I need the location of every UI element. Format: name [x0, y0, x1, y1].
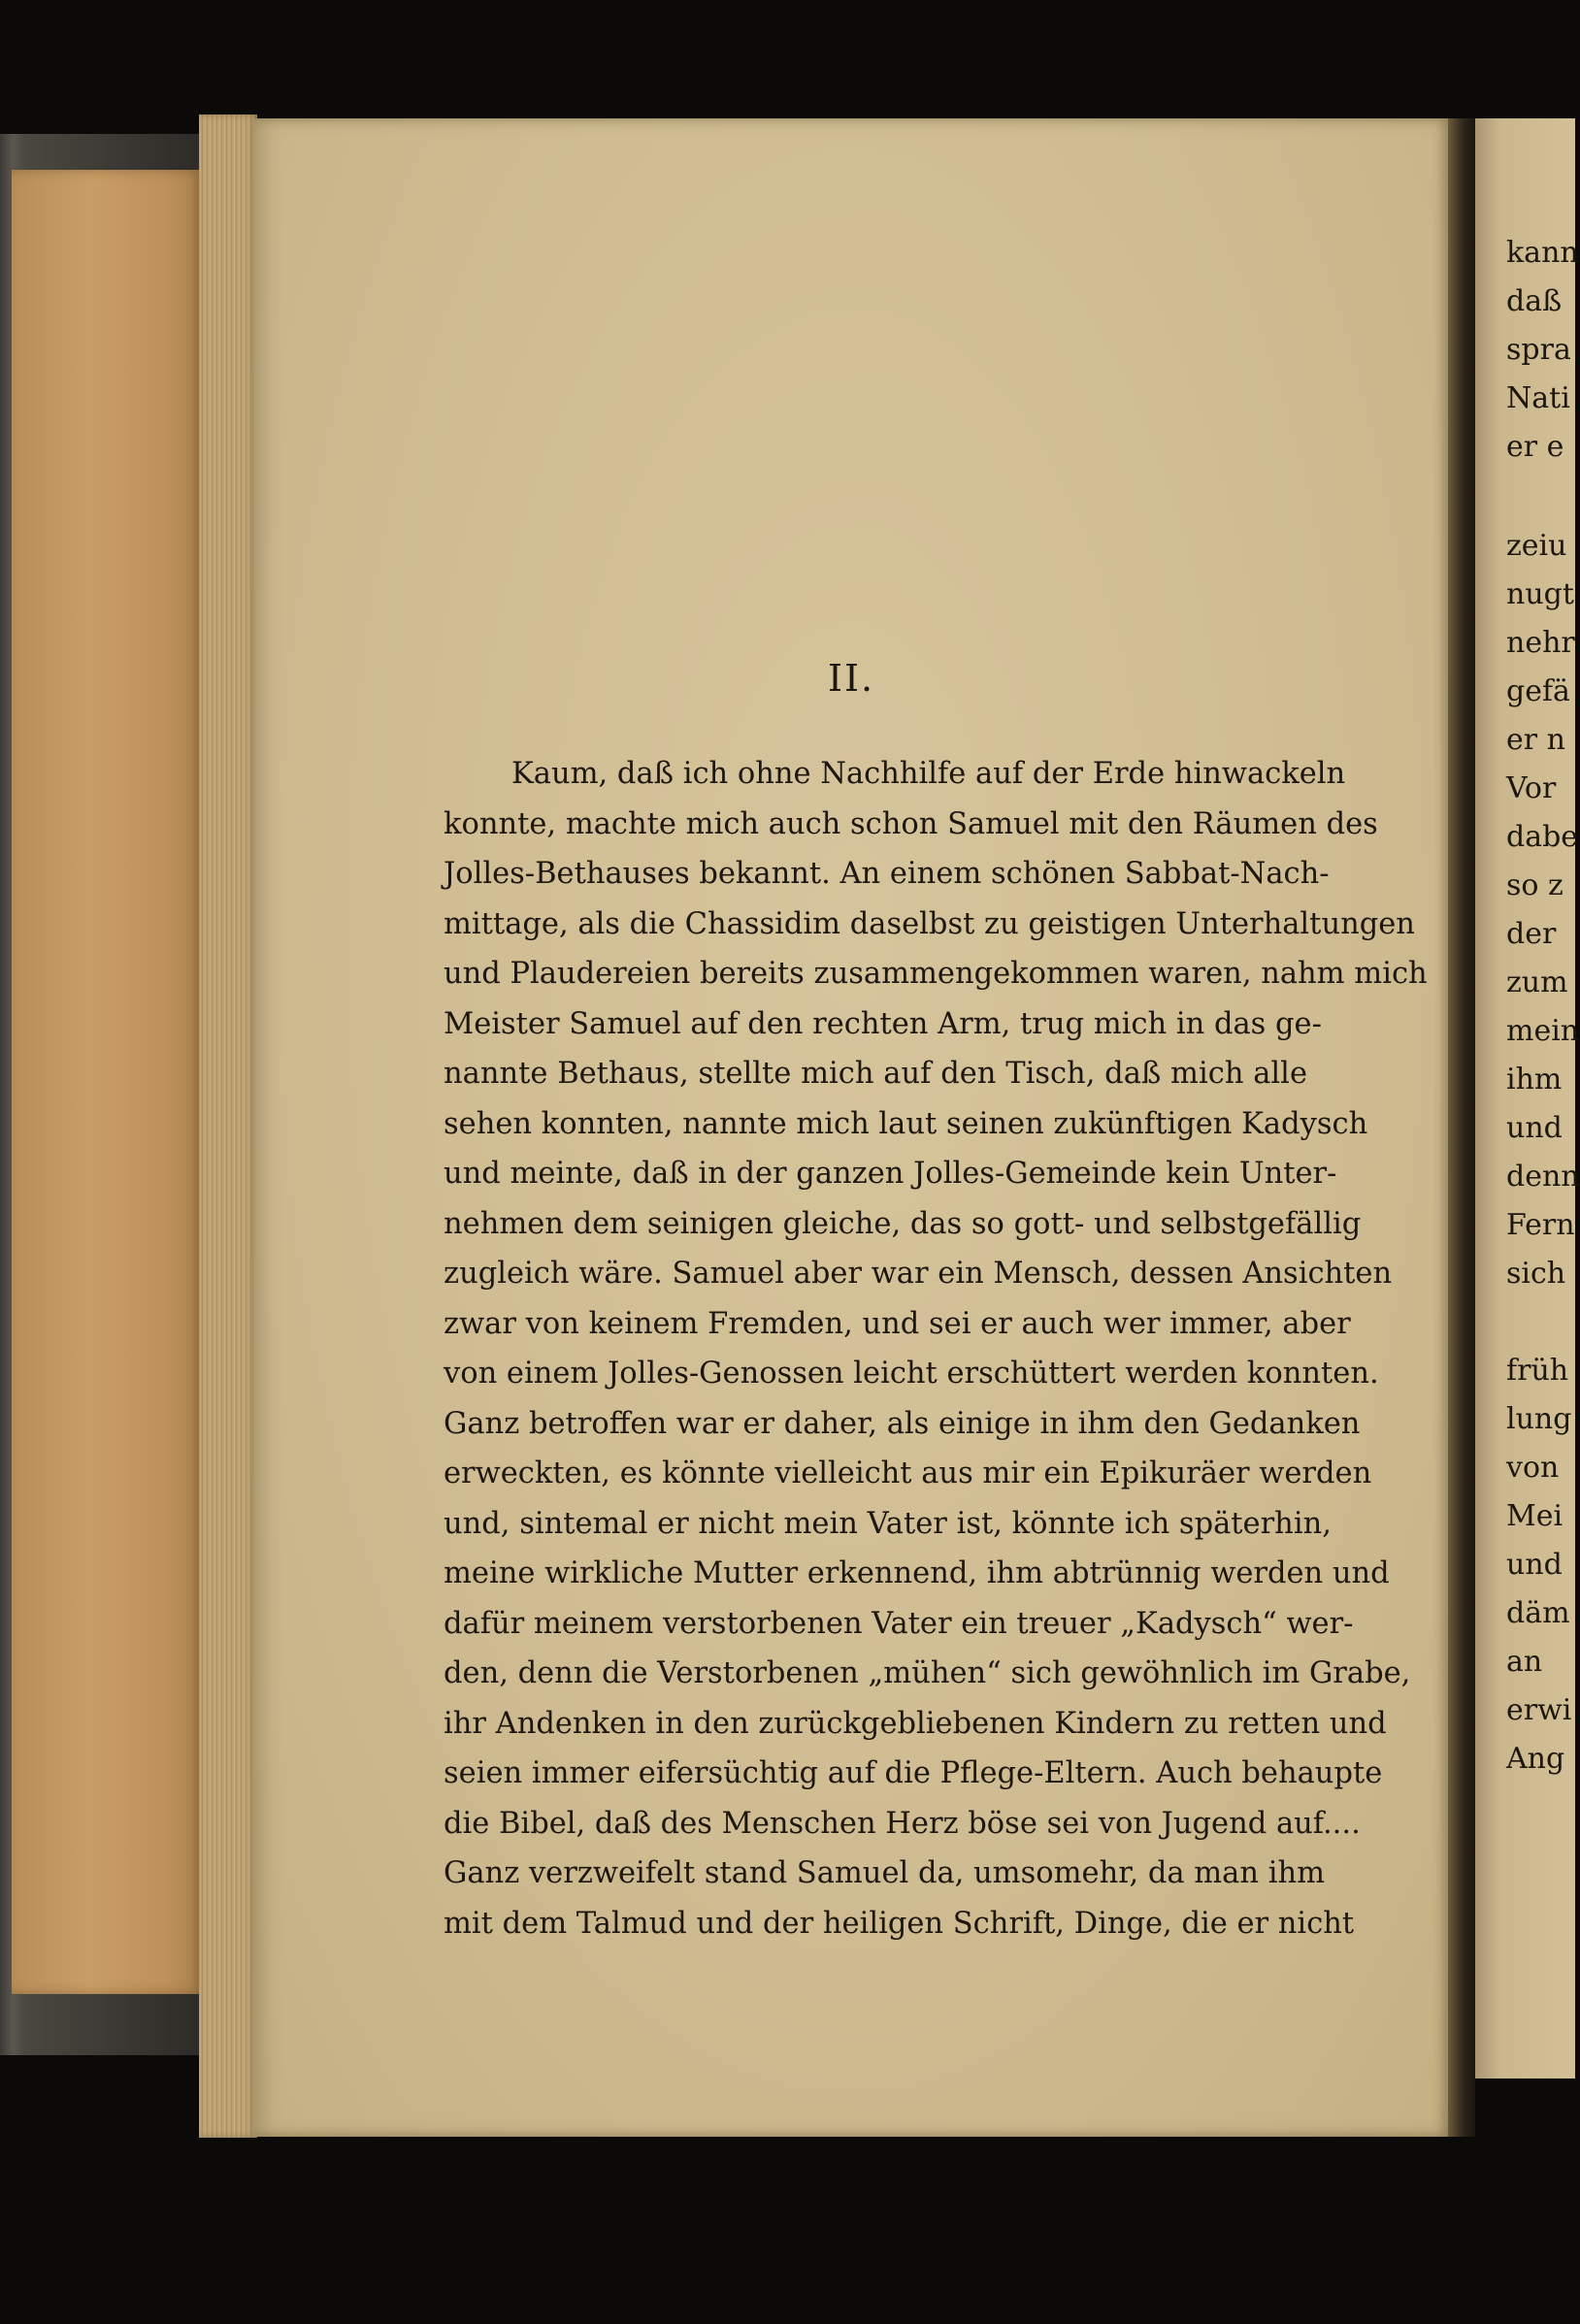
facing-page-fragment — [1475, 118, 1580, 2079]
facing-page-line: der — [1506, 917, 1557, 951]
facing-page-line: däm — [1506, 1596, 1570, 1630]
text-line: seien immer eifersüchtig auf die Pflege-Eltern. Auch behaupte — [444, 1756, 1383, 1790]
text-line: den, denn die Verstorbenen „mühen“ sich gewöhnlich im Grabe, — [444, 1656, 1411, 1690]
facing-page-line: Nati — [1506, 381, 1570, 415]
facing-page-line: Vor — [1506, 771, 1557, 805]
book-page — [254, 118, 1448, 2137]
text-line: zugleich wäre. Samuel aber war ein Mensch, dessen Ansichten — [444, 1257, 1393, 1291]
facing-page-line: lung — [1506, 1402, 1572, 1436]
book-gutter — [1448, 118, 1475, 2137]
text-line: die Bibel, daß des Menschen Herz böse sei von Jugend auf.... — [444, 1806, 1361, 1841]
text-line: Meister Samuel auf den rechten Arm, trug mich in das ge- — [444, 1006, 1322, 1041]
text-line: konnte, machte mich auch schon Samuel mit den Räumen des — [444, 806, 1378, 841]
facing-page-line: Ang — [1506, 1742, 1565, 1776]
text-line: erweckten, es könnte vielleicht aus mir ein Epikuräer werden — [444, 1457, 1372, 1490]
text-line: meine wirkliche Mutter erkennend, ihm abtrünnig werden und — [444, 1556, 1390, 1590]
body-text — [444, 749, 1428, 1948]
facing-page-line: zum — [1506, 966, 1568, 999]
text-line: sehen konnten, nannte mich laut seinen zukünftigen Kadysch — [444, 1106, 1368, 1141]
text-line: dafür meinem verstorbenen Vater ein treuer „Kadysch“ wer- — [444, 1606, 1354, 1641]
text-line: nehmen dem seinigen gleiche, das so gott- und selbstgefällig — [444, 1206, 1362, 1241]
facing-page-line: und — [1506, 1548, 1563, 1582]
facing-page-line: Fern — [1506, 1208, 1575, 1242]
facing-page-line: daß — [1506, 284, 1563, 318]
facing-page-line: an — [1506, 1645, 1543, 1679]
facing-page-line: früh — [1506, 1354, 1569, 1388]
facing-page-line: denn — [1506, 1160, 1580, 1194]
facing-page-line: mein — [1506, 1014, 1580, 1048]
facing-page-line: zeiu — [1506, 529, 1567, 563]
text-line: und, sintemal er nicht mein Vater ist, könnte ich späterhin, — [444, 1506, 1332, 1541]
text-line: Kaum, daß ich ohne Nachhilfe auf der Erde hinwackeln — [511, 757, 1346, 791]
facing-page-line: nugt — [1506, 577, 1574, 611]
text-line: von einem Jolles-Genossen leicht erschüttert werden konnten. — [444, 1357, 1379, 1391]
facing-page-line: kann — [1506, 236, 1579, 270]
chapter-heading: II. — [827, 657, 875, 700]
facing-page-line: und — [1506, 1111, 1563, 1145]
facing-page-line: er n — [1506, 723, 1565, 757]
facing-page-line: er e — [1506, 430, 1564, 464]
facing-page-line: sich — [1506, 1257, 1566, 1291]
text-line: nannte Bethaus, stellte mich auf den Tisch, daß mich alle — [444, 1057, 1307, 1091]
facing-page-line: nehr — [1506, 626, 1575, 660]
facing-page-line: dabe — [1506, 820, 1579, 854]
text-line: Ganz betroffen war er daher, als einige in ihm den Gedanken — [444, 1406, 1361, 1441]
facing-page-line: ihm — [1506, 1063, 1563, 1097]
text-line: mit dem Talmud und der heiligen Schrift, Dinge, die er nicht — [444, 1906, 1355, 1941]
facing-page-line: von — [1506, 1451, 1560, 1485]
text-line: zwar von keinem Fremden, und sei er auch wer immer, aber — [444, 1306, 1351, 1341]
text-line: Ganz verzweifelt stand Samuel da, umsomehr, da man ihm — [444, 1856, 1326, 1890]
text-line: und meinte, daß in der ganzen Jolles-Gemeinde kein Unter- — [444, 1157, 1337, 1191]
page-stack-edges — [199, 115, 257, 2138]
text-line: mittage, als die Chassidim daselbst zu geistigen Unterhaltungen — [444, 906, 1415, 941]
facing-page-line: erwi — [1506, 1693, 1572, 1727]
book-cover-board — [12, 170, 206, 1994]
text-line: Jolles-Bethauses bekannt. An einem schönen Sabbat-Nach- — [444, 857, 1330, 891]
facing-page-line: so z — [1506, 868, 1564, 902]
text-line: und Plaudereien bereits zusammengekommen waren, nahm mich — [444, 957, 1428, 991]
text-line: ihr Andenken in den zurückgebliebenen Kindern zu retten und — [444, 1706, 1387, 1741]
facing-page-line: Mei — [1506, 1499, 1564, 1533]
facing-page-line: gefä — [1506, 674, 1570, 708]
facing-page-line: spra — [1506, 333, 1571, 367]
